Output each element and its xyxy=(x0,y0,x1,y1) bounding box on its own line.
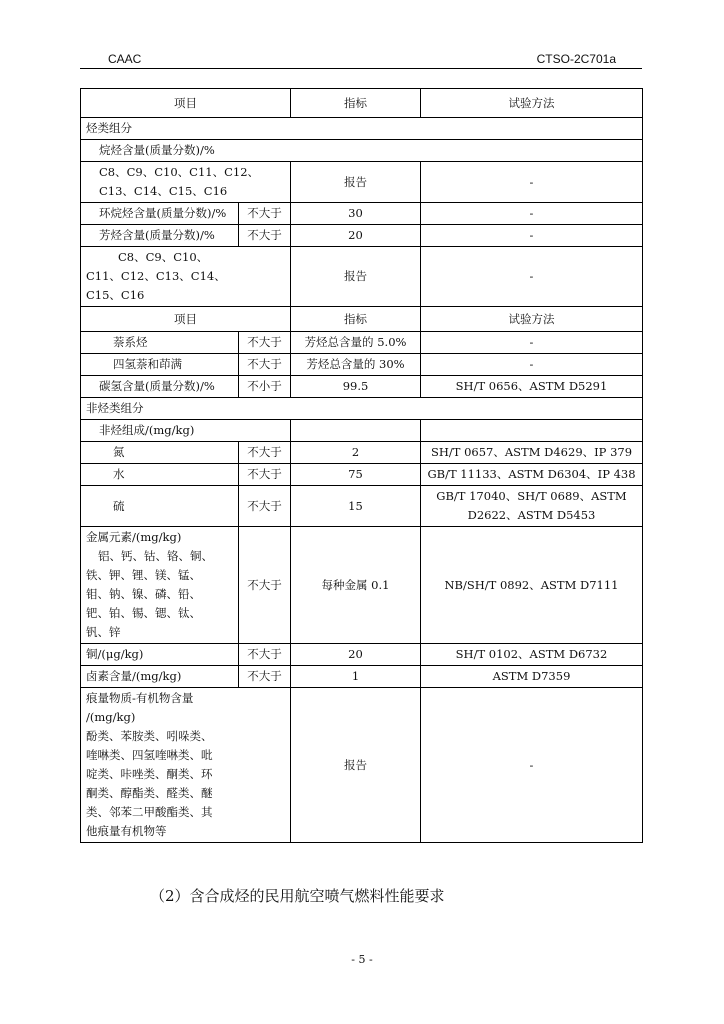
copper-index: 20 xyxy=(291,644,421,666)
trace-line8: 他痕量有机物等 xyxy=(86,824,167,838)
water-index: 75 xyxy=(291,464,421,486)
table-row xyxy=(81,354,643,376)
trace-line1: 痕量物质-有机物含量 xyxy=(86,691,194,705)
nitrogen-index: 2 xyxy=(291,442,421,464)
ch-content-method: SH/T 0656、ASTM D5291 xyxy=(421,376,643,398)
aromatic-index: 20 xyxy=(291,225,421,247)
header-method-repeat: 试验方法 xyxy=(421,307,643,332)
tetrahydro-method: - xyxy=(421,354,643,376)
trace-line7: 类、邻苯二甲酸酯类、其 xyxy=(86,805,213,819)
copper-cond: 不大于 xyxy=(239,644,291,666)
row-sulfur: 硫 xyxy=(81,486,239,527)
row-alkane: 烷烃含量(质量分数)/% xyxy=(81,140,643,162)
table-row xyxy=(81,442,643,464)
metals-line5: 钒、锌 xyxy=(86,625,121,639)
halogen-cond: 不大于 xyxy=(239,666,291,688)
table-row xyxy=(81,527,643,644)
header-item: 项目 xyxy=(81,89,291,118)
non-hc-method xyxy=(421,420,643,442)
ch-content-index: 99.5 xyxy=(291,376,421,398)
tetrahydro-index: 芳烃总含量的 30% xyxy=(291,354,421,376)
metals-index: 每种金属 0.1 xyxy=(291,527,421,644)
table-row xyxy=(81,398,643,420)
row-naphthalene: 萘系烃 xyxy=(81,332,239,354)
trace-line5: 啶类、咔唑类、酮类、环 xyxy=(86,767,213,781)
alkane-c-method: - xyxy=(421,162,643,203)
header-left: CAAC xyxy=(108,52,142,66)
row-cycloalkane: 环烷烃含量(质量分数)/% xyxy=(81,203,239,225)
row-metals xyxy=(81,527,239,644)
naphthalene-method: - xyxy=(421,332,643,354)
group-non-hydrocarbon: 非烃类组分 xyxy=(81,398,643,420)
row-aromatic-c xyxy=(81,247,291,307)
table-row xyxy=(81,376,643,398)
sulfur-method xyxy=(421,486,643,527)
aromatic-c-line2: C11、C12、C13、C14、 xyxy=(86,269,226,283)
table-row xyxy=(81,332,643,354)
header-rule xyxy=(80,68,642,69)
row-non-hc: 非烃组成/(mg/kg) xyxy=(81,420,291,442)
halogen-index: 1 xyxy=(291,666,421,688)
row-ch-content: 碳氢含量(质量分数)/% xyxy=(81,376,239,398)
header-right: CTSO-2C701a xyxy=(536,52,616,66)
table-row xyxy=(81,118,643,140)
page-number: - 5 - xyxy=(351,953,373,966)
header-index: 指标 xyxy=(291,89,421,118)
trace-index: 报告 xyxy=(291,688,421,843)
cycloalkane-cond: 不大于 xyxy=(239,203,291,225)
ch-content-cond: 不小于 xyxy=(239,376,291,398)
cycloalkane-method: - xyxy=(421,203,643,225)
table-row xyxy=(81,688,643,843)
sulfur-index: 15 xyxy=(291,486,421,527)
metals-line2: 铁、钾、锂、镁、锰、 xyxy=(86,568,201,582)
header-item-repeat: 项目 xyxy=(81,307,291,332)
metals-line3: 钼、钠、镍、磷、铅、 xyxy=(86,587,201,601)
trace-line2: /(mg/kg) xyxy=(86,710,136,724)
metals-title: 金属元素/(mg/kg) xyxy=(86,530,182,544)
table-header-row xyxy=(81,307,643,332)
aromatic-c-method: - xyxy=(421,247,643,307)
table-row xyxy=(81,420,643,442)
trace-method: - xyxy=(421,688,643,843)
row-aromatic: 芳烃含量(质量分数)/% xyxy=(81,225,239,247)
aromatic-method: - xyxy=(421,225,643,247)
tetrahydro-cond: 不大于 xyxy=(239,354,291,376)
aromatic-c-line1: C8、C9、C10、 xyxy=(118,250,209,264)
metals-line1: 铝、钙、钴、铬、铜、 xyxy=(98,549,213,563)
naphthalene-cond: 不大于 xyxy=(239,332,291,354)
aromatic-c-line3: C15、C16 xyxy=(86,288,145,302)
table-row xyxy=(81,203,643,225)
table-row xyxy=(81,644,643,666)
halogen-method: ASTM D7359 xyxy=(421,666,643,688)
row-trace xyxy=(81,688,291,843)
table-row xyxy=(81,225,643,247)
table-row xyxy=(81,464,643,486)
table-row xyxy=(81,666,643,688)
sulfur-method-line2: D2622、ASTM D5453 xyxy=(467,508,596,522)
nitrogen-cond: 不大于 xyxy=(239,442,291,464)
row-water: 水 xyxy=(81,464,239,486)
trace-line4: 喹啉类、四氢喹啉类、吡 xyxy=(86,748,213,762)
header-method: 试验方法 xyxy=(421,89,643,118)
header-index-repeat: 指标 xyxy=(291,307,421,332)
row-halogen: 卤素含量/(mg/kg) xyxy=(81,666,239,688)
trace-line6: 酮类、醇酯类、醛类、醚 xyxy=(86,786,213,800)
trace-line3: 酚类、苯胺类、吲哚类、 xyxy=(86,729,213,743)
sulfur-cond: 不大于 xyxy=(239,486,291,527)
non-hc-index xyxy=(291,420,421,442)
table-row xyxy=(81,162,643,203)
metals-method: NB/SH/T 0892、ASTM D7111 xyxy=(421,527,643,644)
alkane-c-index: 报告 xyxy=(291,162,421,203)
row-copper: 铜/(μg/kg) xyxy=(81,644,239,666)
group-hydrocarbon: 烃类组分 xyxy=(81,118,643,140)
naphthalene-index: 芳烃总含量的 5.0% xyxy=(291,332,421,354)
water-method: GB/T 11133、ASTM D6304、IP 438 xyxy=(421,464,643,486)
metals-line4: 钯、铂、锡、锶、钛、 xyxy=(86,606,201,620)
metals-cond: 不大于 xyxy=(239,527,291,644)
copper-method: SH/T 0102、ASTM D6732 xyxy=(421,644,643,666)
table-row xyxy=(81,247,643,307)
water-cond: 不大于 xyxy=(239,464,291,486)
table-row xyxy=(81,140,643,162)
row-nitrogen: 氮 xyxy=(81,442,239,464)
row-tetrahydro: 四氢萘和茚满 xyxy=(81,354,239,376)
section-heading: （2）含合成烃的民用航空喷气燃料性能要求 xyxy=(150,887,445,905)
aromatic-cond: 不大于 xyxy=(239,225,291,247)
aromatic-c-index: 报告 xyxy=(291,247,421,307)
cycloalkane-index: 30 xyxy=(291,203,421,225)
nitrogen-method: SH/T 0657、ASTM D4629、IP 379 xyxy=(421,442,643,464)
row-alkane-c: C8、C9、C10、C11、C12、C13、C14、C15、C16 xyxy=(81,162,291,203)
specification-table xyxy=(80,88,643,843)
table-header-row xyxy=(81,89,643,118)
sulfur-method-line1: GB/T 17040、SH/T 0689、ASTM xyxy=(436,489,627,503)
table-row xyxy=(81,486,643,527)
